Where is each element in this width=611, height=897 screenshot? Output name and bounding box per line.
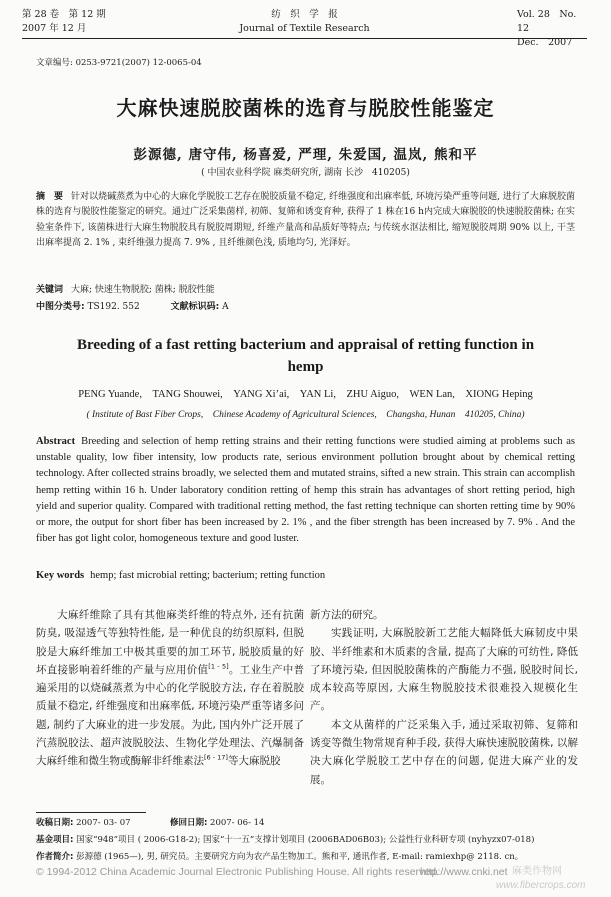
abstract-en (36, 434, 575, 547)
revised-label: 修回日期: (169, 818, 208, 828)
title-cn: 大麻快速脱胶菌株的选育与脱胶性能鉴定 (116, 96, 495, 120)
body-p1-text-b: 。工业生产中普遍采用的以烧碱蒸煮为中心的化学脱胶方法, 存在着脱胶质量不稳定, 纤维强度和出麻率低, 环境污染严重等诸多问题, 制约了大麻业的进一步发展。为此, 国内外广泛开展了汽蒸脱胶法、超声波脱胶法、生物化学处理法、汽爆制备大麻纤维和微生物或酶解非纤维素法 (36, 663, 305, 768)
keywords-cn (36, 283, 575, 298)
keywords-en-text: hemp; fast microbial retting; bacterium; retting function (90, 570, 326, 581)
keywords-en (36, 570, 575, 581)
body-column-right (310, 606, 578, 789)
keywords-cn-text: 大麻; 快速生物脱胶; 菌株; 脱胶性能 (71, 285, 215, 295)
copyright-notice: © 1994-2012 China Academic Journal Electronic Publishing House. All rights reserved. (36, 866, 439, 878)
cnki-link[interactable]: http://www.cnki.net (420, 866, 508, 878)
header-right (517, 8, 587, 50)
citation-ref: [1 - 5] (208, 662, 229, 671)
classification-cn (36, 299, 575, 312)
body-column-left (36, 606, 304, 771)
header-journal-cn: 纺 织 学 报 (271, 9, 338, 20)
clc-value: TS192. 552 (87, 302, 140, 312)
received-date: 2007- 03- 07 (76, 818, 131, 828)
author-bio-text: 彭源德 (1965—), 男, 研究员。主要研究方向为农产品生物加工。熊和平, 通讯作者, E-mail: ramiexhp@ 2118. cn。 (76, 852, 524, 862)
header-date-cn: 2007 年 12 月 (22, 23, 87, 34)
header-date-en: Dec. 2007 (517, 37, 573, 48)
header-vol-no: Vol. 28 No. 12 (517, 9, 577, 34)
keywords-en-label: Key words (36, 570, 85, 581)
received-label: 收稿日期: (36, 818, 74, 828)
authors-cn: 彭源德, 唐守伟, 杨喜爱, 严理, 朱爱国, 温岚, 熊和平 (133, 147, 478, 163)
footnote-fund (36, 834, 581, 846)
body-p1-text-a: 大麻纤维除了具有其他麻类纤维的特点外, 还有抗菌防臭, 吸湿透气等独特性能, 是一种优良的纺织原料, 但脱胶是大麻纤维加工中极其重要的加工环节, 脱胶质量的好坏直接影响着纤维的产量与应用价值 (36, 609, 304, 676)
citation-ref: [6 - 17] (204, 753, 228, 762)
header-issue-cn: 第 28 卷 第 12 期 (22, 9, 106, 20)
affiliation-en: ( Institute of Bast Fiber Crops, Chinese Academy of Agricultural Sciences, Changsha, Hunan 410205, China) (86, 410, 525, 420)
footnote-dates (36, 817, 581, 829)
fund-label: 基金项目: (36, 835, 74, 845)
author-bio-label: 作者简介: (36, 852, 74, 862)
body-p1-text-c: 等大麻脱胶 (227, 755, 281, 768)
header-center (22, 8, 587, 36)
abstract-cn-text: 针对以烧碱蒸煮为中心的大麻化学脱胶工艺存在脱胶质量不稳定, 纤维强度和出麻率低, 环境污染严重等问题, 进行了大麻脱胶菌株的选育与脱胶性能鉴定的研究。通过广泛采集菌样, 初筛、复筛和诱变育种, 获得了 1 株在16 h内完成大麻脱胶的快速脱胶菌株; 在实验室条件下, 该菌株进行大麻生物脱胶具有脱胶周期短, 纤维产量高和品质好等特点; 与传统水沤法相比, 缩短脱胶周期 90% 以上, 干茎出麻率提高 2. 1% , 束纤维强力提高 7. 9% , 且纤维颜色浅, 质地均匀, 光泽好。 (36, 192, 575, 248)
clc-label: 中图分类号: (36, 302, 85, 312)
abstract-cn-label: 摘 要 (36, 192, 64, 202)
article-number: 文章编号: 0253-9721(2007) 12-0065-04 (36, 58, 202, 68)
body-paragraph-3: 本文从菌样的广泛采集入手, 通过采取初筛、复筛和诱变等微生物常规育种手段, 获得大麻快速脱胶菌株, 以解决大麻化学脱胶工艺中存在的问题, 促进大麻产业的发展。 (310, 718, 578, 786)
doc-code-label: 文献标识码: (170, 302, 220, 312)
authors-en: PENG Yuande, TANG Shouwei, YANG Xi’ai, YAN Li, ZHU Aiguo, WEN Lan, XIONG Heping (78, 389, 533, 400)
affiliation-cn: ( 中国农业科学院 麻类研究所, 湖南 长沙 410205) (201, 168, 410, 178)
watermark-brand: 麻类作物网 (512, 866, 562, 877)
abstract-cn (36, 190, 575, 251)
header-rule (22, 38, 587, 39)
body-paragraph-1-cont: 新方法的研究。 (310, 609, 384, 621)
keywords-cn-label: 关键词 (36, 285, 64, 295)
fund-text: 国家“948”项目 ( 2006-G18-2); 国家“十一五”支撑计划项目 (2006BAD06B03); 公益性行业科研专项 (nyhyzx07-018) (76, 835, 535, 845)
body-paragraph-1 (36, 606, 304, 771)
header-journal-en: Journal of Textile Research (239, 23, 370, 34)
footnote-author (36, 851, 581, 863)
abstract-en-text: Breeding and selection of hemp retting strains and their retting functions were studied aiming at problems such as unstable quality, low fiber intensity, low products rate, serious environment pollution brought about by chemical retting technology. After collected strains broadly, we selected them and mutated strains, sifted a new strain. This strain can accomplish hemp retting within 16 h. Under laboratory condition retting of hemp this strain has advantages of short retting period, high yield and superior quality. Compared with traditional retting method, the fast retting technique can shorten retting time by 90% or more, the output for short fiber has been increased by 2. 1% , and the fiber strength has been increased by 7. 9% . And the fiber has got light color, homogeneous texture and good luster. (36, 436, 575, 545)
footnote-rule (36, 812, 146, 813)
body-paragraph-2: 实践证明, 大麻脱胶新工艺能大幅降低大麻韧皮中果胶、半纤维素和木质素的含量, 提高了大麻的可纺性, 降低了环境污染, 但因脱胶菌株的产酶能力不强, 脱胶时间长, 成本较高等原因, 大麻生物脱胶技术很难投入规模化生产。 (310, 627, 578, 713)
doc-code-value: A (222, 302, 229, 312)
revised-date: 2007- 06- 14 (210, 818, 265, 828)
abstract-en-label: Abstract (36, 436, 76, 447)
watermark-site: www.fibercrops.com (496, 880, 586, 891)
title-en: Breeding of a fast retting bacterium and appraisal of retting function in hemp (76, 337, 535, 375)
